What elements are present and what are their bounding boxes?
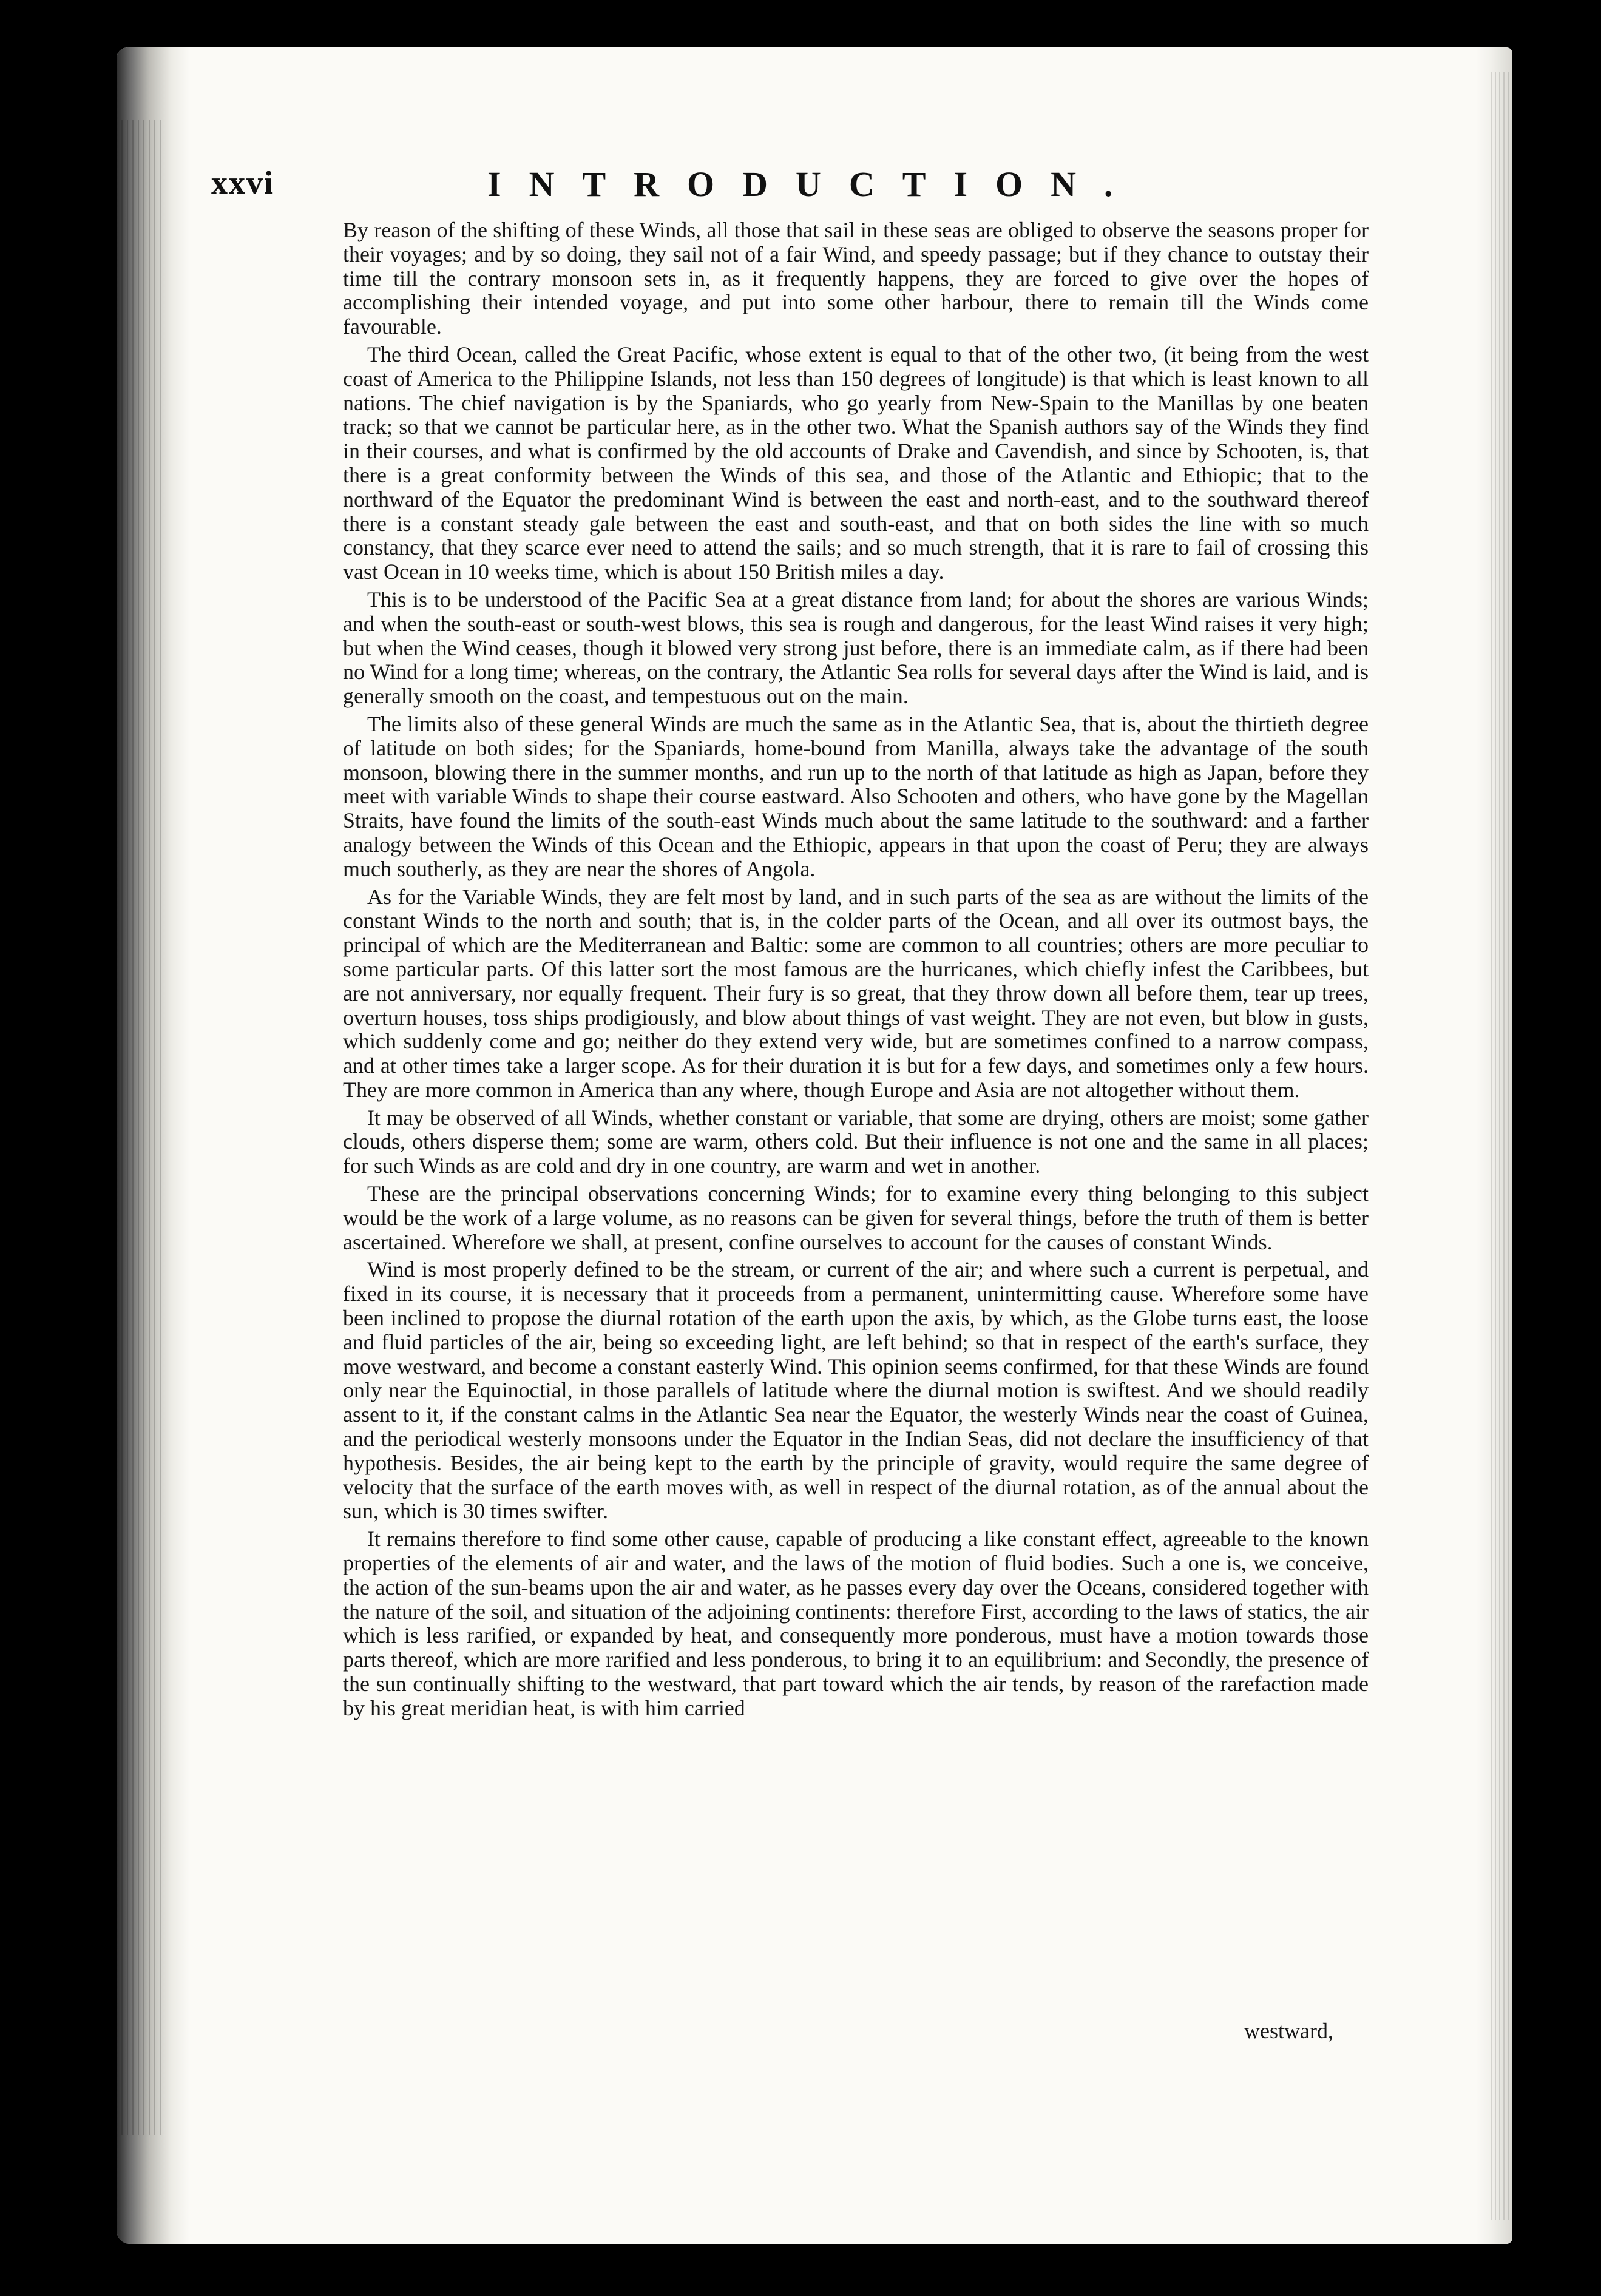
paragraph: The third Ocean, called the Great Pacific, whose extent is equal to that of the other two, (it being from the west coast of America to the Philippine Islands, not less than 150 degrees of longitude) is that which is least known to all nations. The chief navigation is by the Spaniards, who go yearly from New-Spain to the Manillas by one beaten track; so that we cannot be particular here, as in the other two. What the Spanish authors say of the Winds they find in their courses, and what is confirmed by the old accounts of Drake and Cavendish, and since by Schooten, is, that there is a great conformity between the Winds of this sea, and those of the Atlantic and Ethiopic; that to the northward of the Equator the predominant Wind is between the east and north-east, and to the southward thereof there is a constant steady gale between the east and south-east, and that on both sides the line with so much constancy, that they scarce ever need to attend the sails; and so much strength, that it is rare to fail of crossing this vast Ocean in 10 weeks time, which is about 150 British miles a day. (343, 342, 1369, 584)
page-edges-right (1488, 72, 1509, 2220)
page-number: xxvi (211, 164, 275, 201)
body-text (343, 218, 1369, 1724)
paragraph: It may be observed of all Winds, whether constant or variable, that some are drying, others are moist; some gather clouds, others disperse them; some are warm, others cold. But their influence is not one and the same in all places; for such Winds as are cold and dry in one country, are warm and wet in another. (343, 1105, 1369, 1178)
page-fringe-right (1476, 47, 1512, 2244)
paragraph: These are the principal observations concerning Winds; for to examine every thing belonging to this subject would be the work of a large volume, as no reasons can be given for several things, before the truth of them is better ascertained. Wherefore we shall, at present, confine ourselves to account for the causes of constant Winds. (343, 1181, 1369, 1254)
page-edges-left (121, 120, 164, 2135)
paragraph: The limits also of these general Winds are much the same as in the Atlantic Sea, that is, about the thirtieth degree of latitude on both sides; for the Spaniards, home-bound from Manilla, always take the advantage of the south monsoon, blowing there in the summer months, and run up to the north of that latitude as high as Japan, before they meet with variable Winds to shape their course eastward. Also Schooten and others, who have gone by the Magellan Straits, have found the limits of the south-east Winds much about the same latitude to the southward: and a farther analogy between the Winds of this Ocean and the Ethiopic, appears in that upon the coast of Peru; they are always much southerly, as they are near the shores of Angola. (343, 711, 1369, 881)
paragraph: This is to be understood of the Pacific Sea at a great distance from land; for about the shores are various Winds; and when the south-east or south-west blows, this sea is rough and dangerous, for the least Wind raises it very high; but when the Wind ceases, though it blowed very strong just before, there is an immediate calm, as if there had been no Wind for a long time; whereas, on the contrary, the Atlantic Sea rolls for several days after the Wind is laid, and is generally smooth on the coast, and tempestuous out on the main. (343, 587, 1369, 709)
page-header (211, 164, 1188, 206)
catchword: westward, (1244, 2019, 1333, 2043)
paragraph: It remains therefore to find some other cause, capable of producing a like constant effect, agreeable to the known properties of the elements of air and water, and the laws of the motion of fluid bodies. Such a one is, we conceive, the action of the sun-beams upon the air and water, as he passes every day over the Oceans, considered together with the nature of the soil, and situation of the adjoining continents: therefore First, according to the laws of statics, the air which is less rarified, or expanded by heat, and consequently more ponderous, must have a motion towards those parts thereof, which are more rarified and less ponderous, to bring it to an equilibrium: and Secondly, the presence of the sun continually shifting to the westward, that part toward which the air tends, by reason of the rarefaction made by his great meridian heat, is with him carried (343, 1527, 1369, 1720)
paragraph: Wind is most properly defined to be the stream, or current of the air; and where such a current is perpetual, and fixed in its course, it is necessary that it proceeds from a permanent, unintermitting cause. Wherefore some have been inclined to propose the diurnal rotation of the earth upon the axis, by which, as the Globe turns east, the loose and fluid particles of the air, being so exceeding light, are left behind; so that in respect of the earth's surface, they move westward, and become a constant easterly Wind. This opinion seems confirmed, for that these Winds are found only near the Equinoctial, in those parallels of latitude where the diurnal motion is swiftest. And we should readily assent to it, if the constant calms in the Atlantic Sea near the Equator, the westerly Winds near the coast of Guinea, and the periodical westerly monsoons under the Equator in the Indian Seas, did not declare the insufficiency of that hypothesis. Besides, the air being kept to the earth by the principle of gravity, would require the same degree of velocity that the surface of the earth moves with, as well in respect of the diurnal rotation, as of the annual about the sun, which is 30 times swifter. (343, 1257, 1369, 1524)
paragraph: By reason of the shifting of these Winds, all those that sail in these seas are obliged to observe the seasons proper for their voyages; and by so doing, they sail not of a fair Wind, and speedy passage; but if they chance to outstay their time till the contrary monsoon sets in, as it frequently happens, they are forced to give over the hopes of accomplishing their intended voyage, and put into some other harbour, there to remain till the Winds come favourable. (343, 218, 1369, 339)
paragraph: As for the Variable Winds, they are felt most by land, and in such parts of the sea as are without the limits of the constant Winds to the north and south; that is, in the colder parts of the Ocean, and all over its outmost bays, the principal of which are the Mediterranean and Baltic: some are common to all countries; others are more peculiar to some particular parts. Of this latter sort the most famous are the hurricanes, which chiefly infest the Caribbees, but are not anniversary, nor equally frequent. Their fury is so great, that they throw down all before them, tear up trees, overturn houses, toss ships prodigiously, and blow about things of vast weight. They are not even, but blow in gusts, which suddenly come and go; neither do they extend very wide, but are sometimes confined to a narrow compass, and at other times take a larger scope. As for their duration it is but for a few days, and sometimes only a few hours. They are more common in America than any where, though Europe and Asia are not altogether without them. (343, 884, 1369, 1102)
binding-gutter (117, 47, 189, 2244)
running-title: INTRODUCTION. (487, 164, 1141, 204)
